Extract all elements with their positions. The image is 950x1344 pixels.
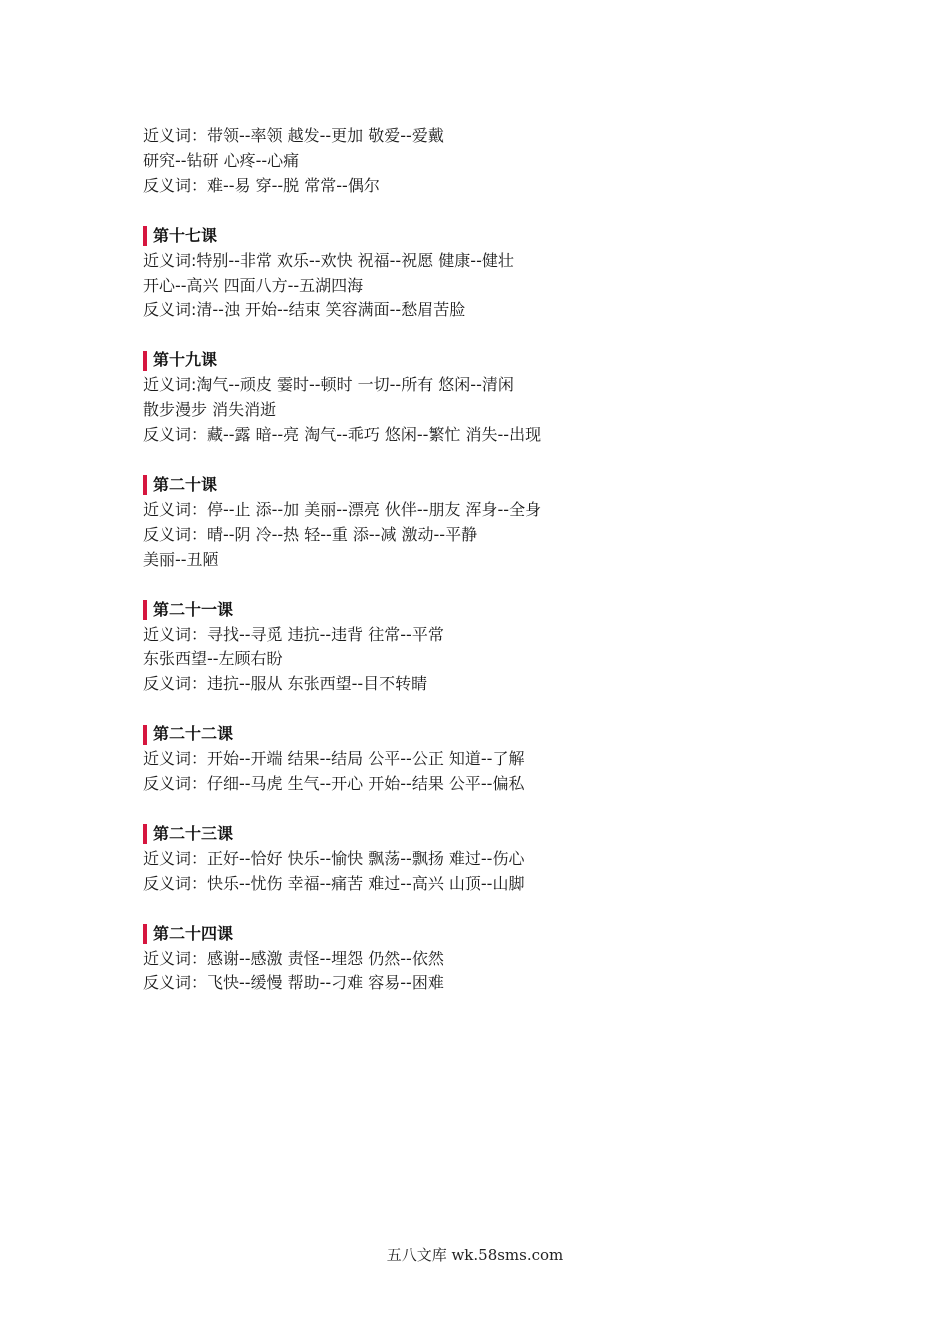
text-line: 反义词：仔细--马虎 生气--开心 开始--结果 公平--偏私 bbox=[143, 774, 525, 794]
footer-watermark: 五八文库 wk.58sms.com bbox=[386, 1246, 564, 1264]
text-line: 近义词：带领--率领 越发--更加 敬爱--爱戴 bbox=[143, 126, 444, 145]
lesson-section bbox=[143, 598, 843, 698]
lesson-section bbox=[143, 473, 843, 573]
section-title: 第二十四课 bbox=[153, 923, 234, 943]
document-body bbox=[143, 124, 843, 1021]
heading-bar-icon bbox=[143, 351, 147, 371]
text-line: 反义词：晴--阴 冷--热 轻--重 添--减 激动--平静 bbox=[143, 524, 478, 544]
text-line: 反义词:清--浊 开始--结束 笑容满面--愁眉苦脸 bbox=[143, 300, 466, 320]
text-line: 近义词:淘气--顽皮 霎时--顿时 一切--所有 悠闲--清闲 bbox=[143, 375, 514, 395]
text-line: 散步漫步 消失消逝 bbox=[143, 400, 277, 420]
section-heading bbox=[143, 822, 843, 847]
section-title: 第二十课 bbox=[153, 474, 218, 494]
lesson-section bbox=[143, 224, 843, 324]
text-line: 开心--高兴 四面八方--五湖四海 bbox=[143, 275, 364, 295]
section-heading bbox=[143, 598, 843, 623]
heading-bar-icon bbox=[143, 475, 147, 495]
text-line: 反义词：飞快--缓慢 帮助--刁难 容易--困难 bbox=[143, 973, 444, 993]
text-line: 反义词：藏--露 暗--亮 淘气--乖巧 悠闲--繁忙 消失--出现 bbox=[143, 425, 542, 445]
heading-bar-icon bbox=[143, 725, 147, 745]
text-line: 近义词：正好--恰好 快乐--愉快 飘荡--飘扬 难过--伤心 bbox=[143, 848, 525, 868]
intro-block bbox=[143, 124, 843, 199]
lesson-section bbox=[143, 722, 843, 797]
section-heading bbox=[143, 224, 843, 249]
lesson-section bbox=[143, 348, 843, 448]
text-line: 近义词：感谢--感激 责怪--埋怨 仍然--依然 bbox=[143, 948, 444, 968]
section-heading bbox=[143, 348, 843, 373]
lesson-section bbox=[143, 822, 843, 897]
text-line: 近义词:特别--非常 欢乐--欢快 祝福--祝愿 健康--健壮 bbox=[143, 250, 514, 270]
section-title: 第十九课 bbox=[153, 350, 218, 370]
section-heading bbox=[143, 922, 843, 947]
heading-bar-icon bbox=[143, 600, 147, 620]
lesson-section bbox=[143, 922, 843, 997]
section-heading bbox=[143, 722, 843, 747]
heading-bar-icon bbox=[143, 824, 147, 844]
text-line: 研究--钻研 心疼--心痛 bbox=[143, 150, 300, 170]
text-line: 美丽--丑陋 bbox=[143, 549, 219, 569]
heading-bar-icon bbox=[143, 924, 147, 944]
section-title: 第二十一课 bbox=[153, 599, 234, 619]
text-line: 反义词：违抗--服从 东张西望--目不转睛 bbox=[143, 674, 428, 694]
section-heading bbox=[143, 473, 843, 498]
section-title: 第二十三课 bbox=[153, 823, 234, 843]
text-line: 近义词：开始--开端 结果--结局 公平--公正 知道--了解 bbox=[143, 749, 525, 769]
text-line: 东张西望--左顾右盼 bbox=[143, 649, 283, 669]
text-line: 近义词：停--止 添--加 美丽--漂亮 伙伴--朋友 浑身--全身 bbox=[143, 499, 542, 519]
text-line: 反义词：快乐--忧伤 幸福--痛苦 难过--高兴 山顶--山脚 bbox=[143, 873, 525, 893]
heading-bar-icon bbox=[143, 226, 147, 246]
section-title: 第十七课 bbox=[153, 225, 218, 245]
section-title: 第二十二课 bbox=[153, 724, 234, 744]
text-line: 反义词：难--易 穿--脱 常常--偶尔 bbox=[143, 175, 380, 195]
text-line: 近义词：寻找--寻觅 违抗--违背 往常--平常 bbox=[143, 624, 444, 644]
